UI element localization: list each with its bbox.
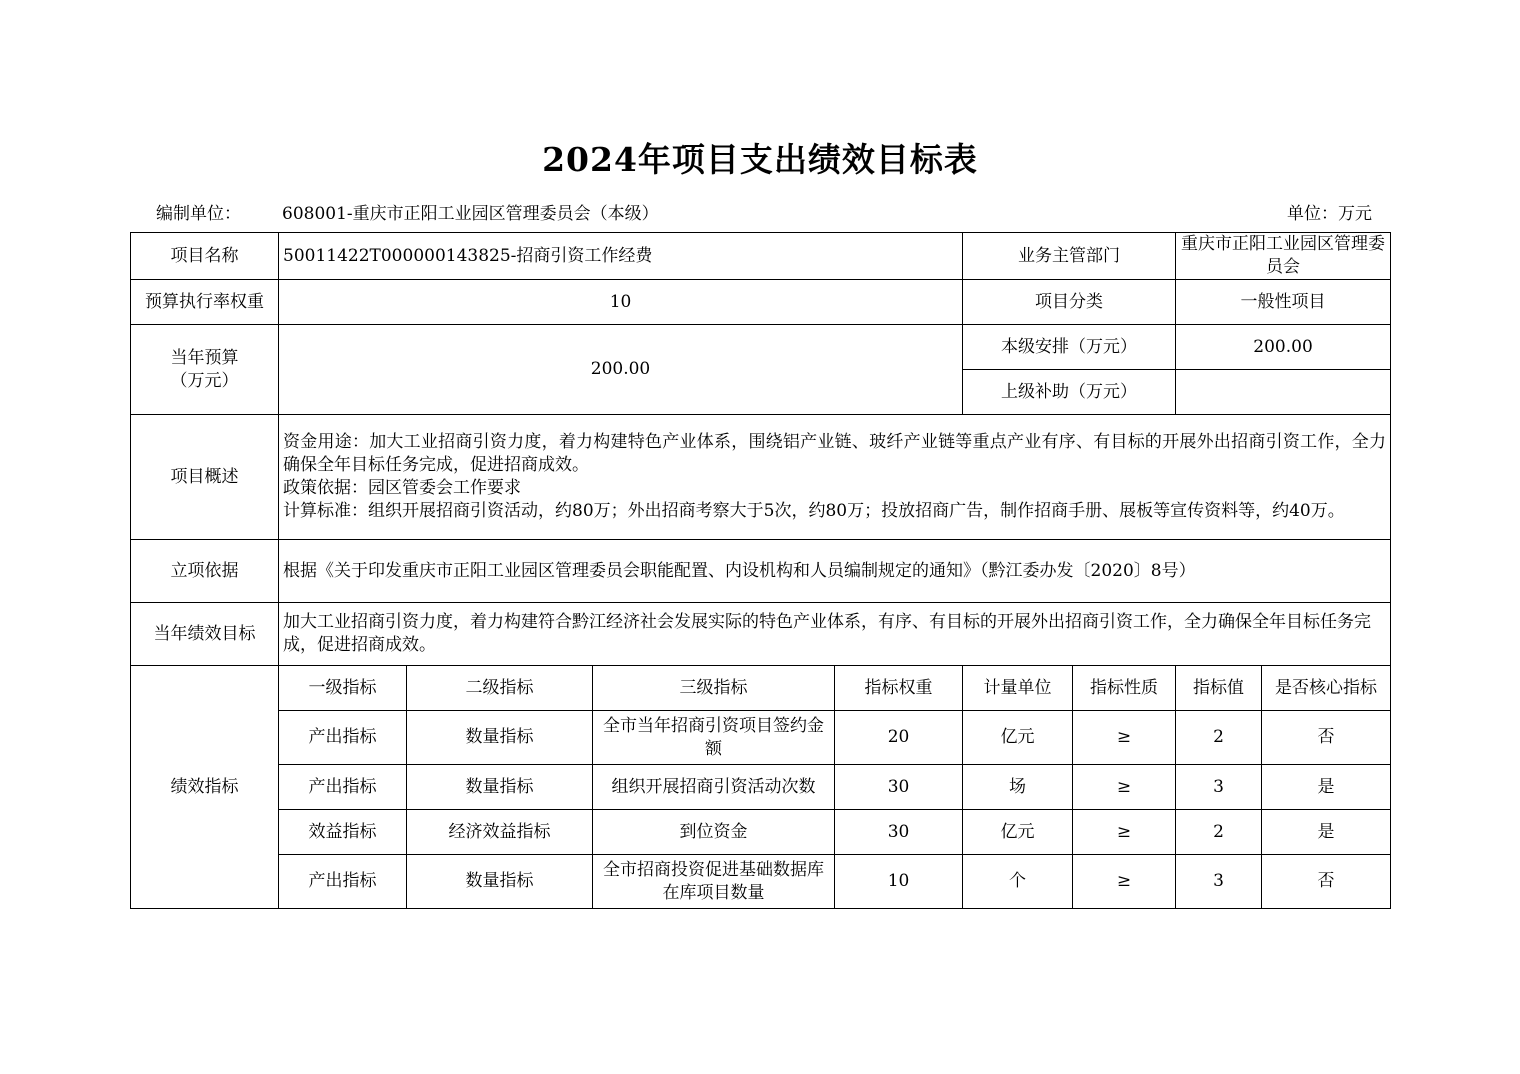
header-value: 指标值 — [1176, 666, 1262, 711]
core-cell: 是 — [1262, 765, 1391, 810]
category-value: 一般性项目 — [1176, 280, 1391, 325]
value-cell: 3 — [1176, 765, 1262, 810]
weight-cell: 30 — [835, 810, 963, 855]
level1-cell: 产出指标 — [279, 765, 407, 810]
header-core: 是否核心指标 — [1262, 666, 1391, 711]
local-label: 本级安排（万元） — [963, 325, 1176, 370]
basis-label: 立项依据 — [131, 540, 279, 603]
weight-cell: 30 — [835, 765, 963, 810]
subsidy-label: 上级补助（万元） — [963, 370, 1176, 415]
header-level1: 一级指标 — [279, 666, 407, 711]
category-label: 项目分类 — [963, 280, 1176, 325]
overview-label: 项目概述 — [131, 415, 279, 540]
level1-cell: 产出指标 — [279, 711, 407, 765]
goal-label: 当年绩效目标 — [131, 603, 279, 666]
header-weight: 指标权重 — [835, 666, 963, 711]
value-cell: 2 — [1176, 711, 1262, 765]
header-unit: 计量单位 — [963, 666, 1073, 711]
indicators-label: 绩效指标 — [131, 666, 279, 909]
dept-label: 业务主管部门 — [963, 233, 1176, 280]
local-value: 200.00 — [1176, 325, 1391, 370]
weight-cell: 20 — [835, 711, 963, 765]
table-row — [131, 855, 1391, 909]
level3-cell: 全市招商投资促进基础数据库在库项目数量 — [593, 855, 835, 909]
overview-use: 资金用途：加大工业招商引资力度，着力构建特色产业体系，围绕铝产业链、玻纤产业链等重点产业有序、有目标的开展外出招商引资工作，全力确保全年目标任务完成，促进招商成效。 — [283, 432, 1387, 475]
weight-value: 10 — [279, 280, 963, 325]
basis-value: 根据《关于印发重庆市正阳工业园区管理委员会职能配置、内设机构和人员编制规定的通知》（黔江委办发〔2020〕8号） — [279, 540, 1391, 603]
page-title: 2024年项目支出绩效目标表 — [542, 140, 978, 179]
budget-value: 200.00 — [279, 325, 963, 415]
unit-cell: 亿元 — [963, 711, 1073, 765]
nature-cell: ≥ — [1073, 810, 1176, 855]
level2-cell: 数量指标 — [407, 765, 593, 810]
project-name-label: 项目名称 — [131, 233, 279, 280]
level1-cell: 效益指标 — [279, 810, 407, 855]
core-cell: 否 — [1262, 855, 1391, 909]
project-name-value: 50011422T000000143825-招商引资工作经费 — [279, 233, 963, 280]
level2-cell: 数量指标 — [407, 711, 593, 765]
core-cell: 否 — [1262, 711, 1391, 765]
level2-cell: 数量指标 — [407, 855, 593, 909]
level2-cell: 经济效益指标 — [407, 810, 593, 855]
table-row — [131, 711, 1391, 765]
performance-table — [130, 232, 1391, 909]
budget-label-line2: （万元） — [170, 370, 239, 391]
table-row — [131, 810, 1391, 855]
dept-value: 重庆市正阳工业园区管理委员会 — [1176, 233, 1391, 280]
level3-cell: 组织开展招商引资活动次数 — [593, 765, 835, 810]
nature-cell: ≥ — [1073, 711, 1176, 765]
value-cell: 2 — [1176, 810, 1262, 855]
header-level2: 二级指标 — [407, 666, 593, 711]
unit-cell: 亿元 — [963, 810, 1073, 855]
weight-label: 预算执行率权重 — [131, 280, 279, 325]
subsidy-value — [1176, 370, 1391, 415]
overview-value — [279, 415, 1391, 540]
overview-policy: 政策依据：园区管委会工作要求 — [283, 478, 521, 498]
header-nature: 指标性质 — [1073, 666, 1176, 711]
org-value: 608001-重庆市正阳工业园区管理委员会（本级） — [282, 204, 659, 224]
core-cell: 是 — [1262, 810, 1391, 855]
org-label: 编制单位： — [156, 204, 241, 224]
value-cell: 3 — [1176, 855, 1262, 909]
level3-cell: 到位资金 — [593, 810, 835, 855]
goal-value: 加大工业招商引资力度，着力构建符合黔江经济社会发展实际的特色产业体系，有序、有目标的开展外出招商引资工作，全力确保全年目标任务完成，促进招商成效。 — [279, 603, 1391, 666]
header-level3: 三级指标 — [593, 666, 835, 711]
budget-label — [131, 325, 279, 415]
table-row — [131, 765, 1391, 810]
unit-label: 单位：万元 — [1287, 204, 1372, 224]
weight-cell: 10 — [835, 855, 963, 909]
nature-cell: ≥ — [1073, 855, 1176, 909]
level1-cell: 产出指标 — [279, 855, 407, 909]
unit-cell: 场 — [963, 765, 1073, 810]
nature-cell: ≥ — [1073, 765, 1176, 810]
budget-label-line1: 当年预算 — [170, 347, 239, 368]
level3-cell: 全市当年招商引资项目签约金额 — [593, 711, 835, 765]
overview-calc: 计算标准：组织开展招商引资活动，约80万；外出招商考察大于5次，约80万；投放招商广告，制作招商手册、展板等宣传资料等，约40万。 — [283, 501, 1345, 521]
unit-cell: 个 — [963, 855, 1073, 909]
